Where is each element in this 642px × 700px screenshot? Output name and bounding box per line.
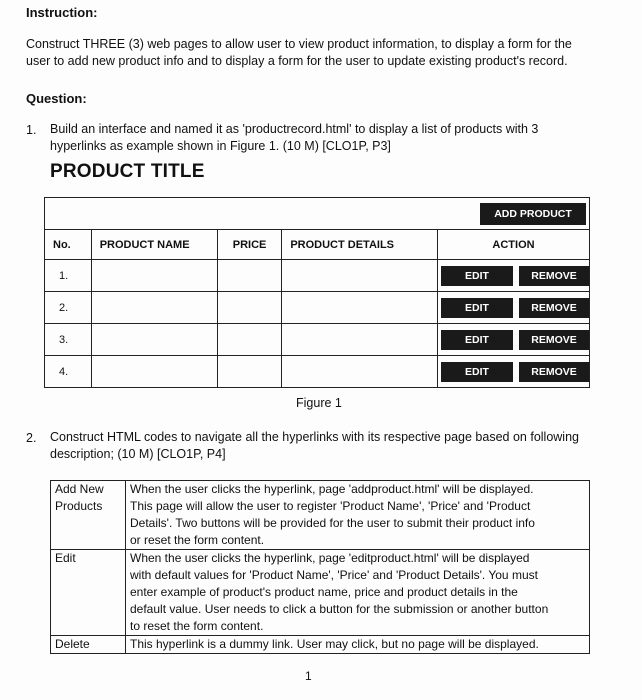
table-row — [45, 324, 590, 356]
row-product-name — [91, 324, 217, 356]
question-line: Build an interface and named it as 'productrecord.html' to display a list of products with 3 — [50, 122, 539, 136]
product-table — [44, 197, 590, 388]
description-text — [126, 636, 590, 654]
edit-button[interactable]: EDIT — [441, 266, 513, 286]
row-price — [217, 260, 282, 292]
label-line: Edit — [55, 551, 76, 565]
header-action: ACTION — [438, 230, 590, 260]
label-line: Products — [55, 499, 103, 513]
row-number: 3. — [45, 324, 92, 356]
description-line: Details'. Two buttons will be provided for the user to submit their product info — [130, 516, 535, 530]
label-line: Delete — [55, 637, 90, 651]
question-line: hyperlinks as example shown in Figure 1. (10 M) [CLO1P, P3] — [50, 139, 391, 153]
question-2-text — [50, 429, 579, 463]
table-row — [45, 356, 590, 388]
row-action — [438, 324, 590, 356]
edit-button[interactable]: EDIT — [441, 330, 513, 350]
question-1-number: 1. — [26, 123, 37, 137]
question-line: description; (10 M) [CLO1P, P4] — [50, 447, 226, 461]
header-price: PRICE — [217, 230, 282, 260]
remove-button[interactable]: REMOVE — [519, 362, 589, 382]
question-heading: Question: — [26, 91, 87, 106]
question-2-number: 2. — [26, 431, 37, 445]
row-product-name — [91, 260, 217, 292]
description-row-add — [51, 481, 590, 550]
instruction-text — [26, 36, 572, 70]
row-product-details — [282, 356, 438, 388]
description-table — [50, 480, 590, 654]
figure-caption: Figure 1 — [296, 396, 342, 410]
edit-button[interactable]: EDIT — [441, 298, 513, 318]
row-number: 1. — [45, 260, 92, 292]
label-line: Add New — [55, 482, 104, 496]
page-number: 1 — [305, 669, 312, 683]
instruction-line: user to add new product info and to display a form for the user to update existing product's record. — [26, 54, 568, 68]
description-line: When the user clicks the hyperlink, page 'editproduct.html' will be displayed — [130, 551, 530, 565]
row-action — [438, 260, 590, 292]
description-text — [126, 481, 590, 550]
description-label — [51, 550, 126, 636]
row-product-details — [282, 292, 438, 324]
table-row — [45, 292, 590, 324]
description-label — [51, 481, 126, 550]
remove-button[interactable]: REMOVE — [519, 266, 589, 286]
instruction-heading: Instruction: — [26, 5, 98, 20]
question-1-text — [50, 121, 538, 155]
row-product-name — [91, 356, 217, 388]
description-row-edit — [51, 550, 590, 636]
remove-button[interactable]: REMOVE — [519, 330, 589, 350]
description-text — [126, 550, 590, 636]
add-product-button[interactable]: ADD PRODUCT — [480, 203, 586, 225]
description-line: enter example of product's product name, price and product details in the — [130, 585, 518, 599]
description-line: This hyperlink is a dummy link. User may click, but no page will be displayed. — [130, 637, 539, 651]
question-line: Construct HTML codes to navigate all the hyperlinks with its respective page based on following — [50, 430, 579, 444]
product-title: PRODUCT TITLE — [50, 161, 205, 182]
instruction-line: Construct THREE (3) web pages to allow user to view product information, to display a form for the — [26, 37, 572, 51]
row-price — [217, 324, 282, 356]
description-line: to reset the form content. — [130, 619, 264, 633]
header-product-details: PRODUCT DETAILS — [282, 230, 438, 260]
table-row — [45, 260, 590, 292]
row-number: 2. — [45, 292, 92, 324]
description-line: or reset the form content. — [130, 533, 265, 547]
description-line: When the user clicks the hyperlink, page 'addproduct.html' will be displayed. — [130, 482, 534, 496]
row-action — [438, 356, 590, 388]
row-action — [438, 292, 590, 324]
description-label — [51, 636, 126, 654]
table-header-row — [45, 230, 590, 260]
header-no: No. — [45, 230, 92, 260]
row-product-name — [91, 292, 217, 324]
description-row-delete — [51, 636, 590, 654]
row-product-details — [282, 260, 438, 292]
description-line: This page will allow the user to register 'Product Name', 'Price' and 'Product — [130, 499, 531, 513]
remove-button[interactable]: REMOVE — [519, 298, 589, 318]
row-price — [217, 292, 282, 324]
row-number: 4. — [45, 356, 92, 388]
description-line: with default values for 'Product Name', 'Price' and 'Product Details'. You must — [130, 568, 538, 582]
add-product-cell — [45, 198, 590, 230]
edit-button[interactable]: EDIT — [441, 362, 513, 382]
description-line: default value. User needs to click a button for the submission or another button — [130, 602, 549, 616]
row-product-details — [282, 324, 438, 356]
header-product-name: PRODUCT NAME — [91, 230, 217, 260]
row-price — [217, 356, 282, 388]
